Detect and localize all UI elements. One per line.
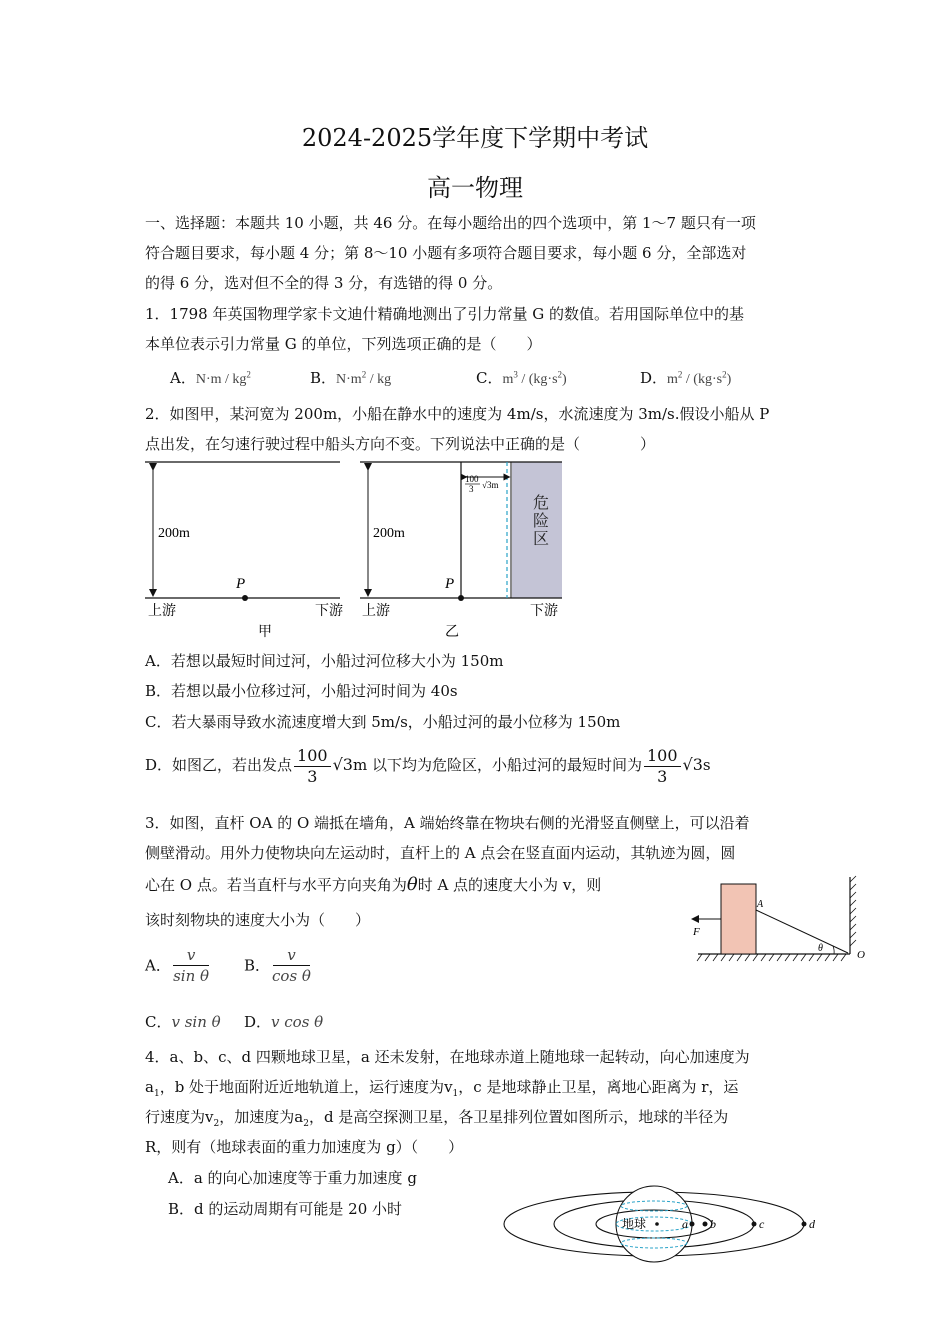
satellite-orbits-figure [500, 1182, 830, 1272]
q2-stem-line: 2．如图甲，某河宽为 200m，小船在静水中的速度为 4m/s，水流速度为 3m/s.假设小船从 P [145, 405, 770, 423]
option-unit-tail: / (kg·s [517, 372, 558, 387]
option-unit-tail: / kg [366, 372, 392, 387]
q3-option-a[interactable] [145, 945, 211, 986]
danger-zone-label: 危险区 [532, 493, 549, 548]
point-p-label: P [236, 576, 246, 592]
sqrt-three: √3 [332, 755, 353, 774]
point-p [242, 595, 248, 601]
q1-option-c[interactable] [476, 367, 567, 388]
option-label: B． [244, 956, 271, 975]
q4-stem-text: ，c 是地球静止卫星，离地心距离为 r，运 [458, 1078, 739, 1096]
q4-stem-line: 4．a、b、c、d 四颗地球卫星，a 还未发射，在地球赤道上随地球一起转动，向心加速度为 [145, 1048, 750, 1066]
q3-stem-text: 心在 O 点。若当直杆与水平方向夹角为 [145, 876, 407, 894]
option-label: C． [145, 1013, 172, 1031]
option-unit: m [502, 372, 514, 387]
var-sub: 2 [213, 1119, 220, 1129]
caption-yi: 乙 [445, 625, 459, 640]
q4-option-a[interactable]: A．a 的向心加速度等于重力加速度 g [168, 1169, 417, 1187]
q2-option-d[interactable] [145, 743, 711, 789]
option-label: D． [244, 1013, 272, 1031]
point-p [458, 595, 464, 601]
earth-label: 地球 [622, 1217, 647, 1231]
var-a: a [145, 1078, 154, 1096]
option-sup: 2 [722, 369, 727, 380]
block [721, 884, 756, 954]
fraction-num: 100 [294, 746, 331, 767]
option-text: s [702, 756, 711, 774]
option-expr: v cos θ [271, 1013, 324, 1031]
exam-subtitle: 高一物理 [427, 174, 523, 202]
figure-jia [145, 462, 343, 640]
distance-num: 100 [465, 474, 479, 484]
option-label: C． [476, 369, 503, 387]
section-instruction-line: 一、选择题：本题共 10 小题，共 46 分。在每小题给出的四个选项中，第 1～7 题只有一项 [145, 214, 756, 232]
satellite-d-label: d [809, 1217, 815, 1231]
option-unit: N·m [336, 372, 362, 387]
exam-title: 2024-2025学年度下学期中考试 [301, 124, 649, 152]
angle-arc [833, 946, 834, 954]
fraction-den: cos θ [272, 967, 311, 985]
rod-oa [756, 910, 848, 953]
option-unit-tail: / (kg·s [682, 372, 723, 387]
downstream-label: 下游 [530, 604, 558, 619]
width-label: 200m [373, 526, 405, 541]
ground-hatch [697, 954, 846, 961]
satellite-c [752, 1222, 757, 1227]
q1-option-b[interactable] [310, 367, 391, 388]
rod-block-figure [688, 872, 873, 967]
satellite-b [703, 1222, 708, 1227]
satellite-b-label: b [710, 1217, 716, 1231]
distance-tail: √3m [482, 480, 499, 490]
fraction-num: v [273, 945, 309, 966]
distance-den: 3 [469, 484, 474, 494]
q1-option-d[interactable] [640, 367, 731, 388]
option-sup: 2 [677, 369, 683, 380]
point-p-label: P [445, 576, 455, 592]
q1-option-a[interactable] [170, 367, 251, 388]
q2-option-b[interactable]: B．若想以最小位移过河，小船过河时间为 40s [145, 682, 458, 700]
wall-hatch [850, 876, 856, 946]
satellite-a [690, 1222, 695, 1227]
q1-stem-line: 本单位表示引力常量 G 的单位，下列选项正确的是（ ） [145, 335, 542, 353]
q4-stem-text: ，d 是高空探测卫星，各卫星排列位置如图所示，地球的半径为 [308, 1108, 729, 1126]
option-unit-tail: ) [726, 372, 732, 387]
var-sub: 1 [153, 1089, 160, 1099]
option-label: D． [640, 369, 668, 387]
q3-stem-text: 时 A 点的速度大小为 v，则 [417, 876, 602, 894]
downstream-label: 下游 [315, 604, 343, 619]
point-a-label: A [757, 899, 764, 910]
section-instruction-line: 符合题目要求，每小题 4 分；第 8～10 小题有多项符合题目要求，每小题 6 分，全部选对 [145, 244, 747, 262]
figure-yi [360, 462, 562, 640]
var-a: a [294, 1108, 304, 1126]
river-figure [140, 455, 570, 645]
q4-stem-text: ，b 处于地面附近近地轨道上，运行速度为 [159, 1078, 445, 1096]
fraction-num: v [173, 945, 209, 966]
q2-stem-line: 点出发，在匀速行驶过程中船头方向不变。下列说法中正确的是（ ） [145, 435, 656, 453]
option-unit: m [667, 372, 678, 387]
option-sup: 2 [361, 369, 367, 380]
q3-stem-line: 该时刻物块的速度大小为（ ） [145, 911, 371, 929]
var-v: v [444, 1078, 453, 1096]
var-v: v [205, 1108, 214, 1126]
point-o-label: O [857, 949, 865, 961]
q3-stem-line: 侧壁滑动。用外力使物块向左运动时，直杆上的 A 点会在竖直面内运动，其轨迹为圆，圆 [145, 844, 736, 862]
fraction-den: 3 [657, 766, 668, 786]
satellite-c-label: c [759, 1217, 765, 1231]
theta-symbol: θ [406, 874, 418, 895]
sqrt-three: √3 [682, 755, 703, 774]
q4-stem-text: ，加速度为 [219, 1108, 295, 1126]
q3-option-b[interactable] [244, 945, 313, 986]
option-unit: N·m / kg [195, 372, 247, 387]
option-sup: 3 [513, 369, 518, 380]
option-sup: 2 [246, 369, 251, 380]
option-expr: v sin θ [171, 1013, 221, 1031]
fraction-num: 100 [644, 746, 681, 767]
option-text: m 以下均为危险区，小船过河的最短时间为 [352, 756, 642, 774]
section-instruction-line: 的得 6 分，选对但不全的得 3 分，有选错的得 0 分。 [145, 274, 503, 292]
q3-stem-line [145, 875, 601, 895]
force-label: F [693, 926, 700, 938]
q4-stem-line: R，则有（地球表面的重力加速度为 g）（ ） [145, 1138, 464, 1156]
fraction-den: 3 [307, 766, 318, 786]
q2-option-c[interactable]: C．若大暴雨导致水流速度增大到 5m/s，小船过河的最小位移为 150m [145, 713, 621, 731]
q3-option-c[interactable] [145, 1011, 221, 1032]
q4-option-b[interactable]: B．d 的运动周期有可能是 20 小时 [168, 1200, 403, 1218]
q4-stem-text: 行速度为 [145, 1108, 206, 1126]
option-label: A． [170, 369, 196, 387]
q4-stem-line [145, 1107, 728, 1134]
q3-option-d[interactable] [244, 1011, 323, 1032]
var-sub: 2 [303, 1119, 309, 1129]
angle-label: θ [818, 943, 823, 954]
var-sub: 1 [452, 1089, 459, 1099]
caption-jia: 甲 [258, 625, 272, 640]
q2-option-a[interactable]: A．若想以最短时间过河，小船过河位移大小为 150m [145, 652, 504, 670]
width-label: 200m [158, 526, 190, 541]
option-sup: 2 [557, 369, 563, 380]
q1-stem-line: 1．1798 年英国物理学家卡文迪什精确地测出了引力常量 G 的数值。若用国际单位中的基 [145, 305, 745, 323]
upstream-label: 上游 [362, 604, 390, 619]
earth-center [655, 1222, 659, 1226]
option-label: B． [310, 369, 337, 387]
fraction-den: sin θ [173, 967, 210, 985]
option-unit-tail: ) [562, 372, 567, 387]
upstream-label: 上游 [148, 604, 176, 619]
q3-stem-line: 3．如图，直杆 OA 的 O 端抵在墙角，A 端始终靠在物块右侧的光滑竖直侧壁上，可以沿着 [145, 814, 750, 832]
option-text: D．如图乙，若出发点 [145, 756, 293, 774]
option-label: A． [145, 956, 171, 975]
satellite-a-label: a [682, 1217, 688, 1231]
satellite-d [802, 1222, 807, 1227]
q4-stem-line [145, 1077, 738, 1104]
